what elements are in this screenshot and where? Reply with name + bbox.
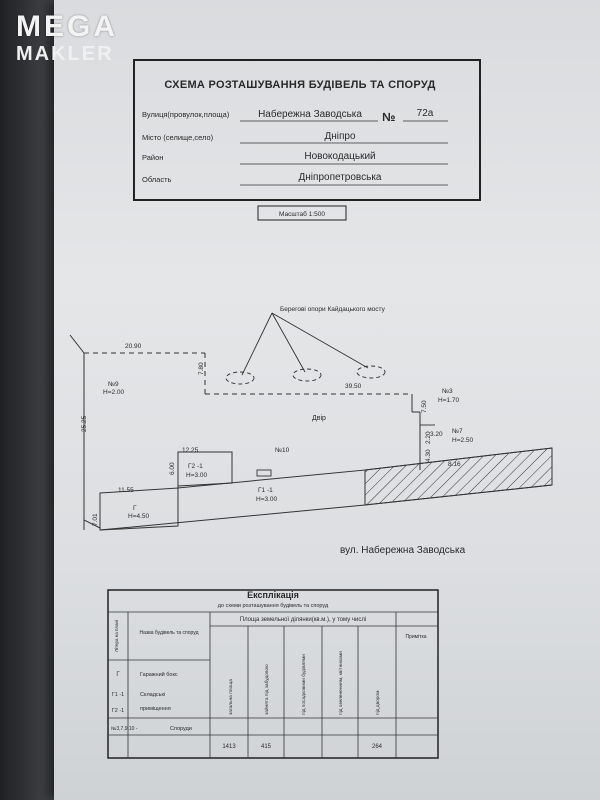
document-title: СХЕМА РОЗТАШУВАННЯ БУДІВЕЛЬ ТА СПОРУД bbox=[164, 79, 436, 91]
label-h450: H=4.50 bbox=[128, 513, 150, 520]
dim-3950: 39.50 bbox=[345, 383, 362, 390]
col-name-header: Назва будівель та споруд bbox=[139, 630, 199, 636]
city-value: Дніпро bbox=[324, 131, 356, 142]
hatched-area bbox=[365, 448, 552, 505]
col-garden-header: під посадковими будівлями bbox=[302, 654, 307, 715]
label-g1-1: Г1 -1 bbox=[258, 487, 273, 494]
row-name: приміщення bbox=[140, 706, 171, 712]
dim-780: 7.80 bbox=[198, 362, 205, 375]
row-letter: Г bbox=[116, 672, 120, 678]
watermark-line1: MEGA bbox=[16, 10, 118, 43]
label-h250: H=2.50 bbox=[452, 437, 474, 444]
row-letter: Г2 -1 bbox=[111, 708, 125, 714]
label-n7: №7 bbox=[452, 428, 463, 435]
built-area: 415 bbox=[260, 744, 272, 750]
col-built-header: зайнята під забудовою bbox=[265, 664, 270, 715]
bridge-support-3 bbox=[357, 366, 385, 378]
label-n9: №9 bbox=[108, 381, 119, 388]
col-note-header: Примітка bbox=[405, 634, 427, 640]
watermark-line2: MAKLER bbox=[16, 43, 114, 65]
label-h300b: H=3.00 bbox=[256, 496, 278, 503]
street-name-label: вул. Набережна Заводська bbox=[340, 545, 466, 556]
label-g: Г bbox=[133, 505, 137, 512]
row-letter: Г1 -1 bbox=[111, 692, 125, 698]
total-area: 1413 bbox=[222, 744, 236, 750]
structure-10 bbox=[257, 470, 271, 476]
number-value: 72а bbox=[416, 108, 434, 119]
bridge-support-1 bbox=[226, 372, 254, 384]
city-label: Місто (селище,село) bbox=[142, 133, 214, 142]
label-n10: №10 bbox=[275, 447, 290, 454]
dim-320: 3.20 bbox=[430, 431, 443, 438]
region-label: Область bbox=[142, 175, 172, 184]
col-green-header: під озелененням, квітниками bbox=[339, 651, 344, 715]
bank-supports-note: Берегові опори Кайдацького мосту bbox=[280, 306, 385, 313]
col-area-header: Площа земельної ділянки(кв.м.), у тому числі bbox=[239, 617, 367, 623]
district-value: Новокодацький bbox=[304, 151, 376, 162]
street-value: Набережна Заводська bbox=[258, 109, 362, 120]
dim-2090: 20.90 bbox=[125, 343, 142, 350]
dim-220: 2.20 bbox=[425, 431, 432, 444]
explication-title: Експлікація bbox=[247, 590, 299, 600]
region-value: Дніпропетровська bbox=[298, 172, 382, 183]
dim-600: 6.00 bbox=[169, 462, 176, 475]
dim-816: 8.16 bbox=[448, 461, 461, 468]
row-name: Споруди bbox=[170, 726, 192, 732]
watermark-logo bbox=[16, 12, 118, 64]
scale-label: Масштаб 1:500 bbox=[279, 211, 325, 218]
bridge-support-2 bbox=[293, 369, 321, 381]
dim-430: 4.30 bbox=[425, 449, 432, 462]
label-g2-1: Г2 -1 bbox=[188, 463, 203, 470]
col-yard-header: під двором bbox=[376, 690, 381, 715]
storage-g2 bbox=[178, 452, 232, 486]
label-h170: H=1.70 bbox=[438, 397, 460, 404]
row-letter: №3,7,9,10 - bbox=[111, 726, 138, 732]
dim-2525: 25.25 bbox=[81, 415, 88, 432]
explication-subtitle: до схеми розташування будівель та споруд bbox=[217, 603, 329, 609]
yard-label: Двір bbox=[312, 415, 326, 422]
district-label: Район bbox=[142, 153, 164, 162]
dim-701: 7.01 bbox=[92, 513, 99, 526]
yard-area: 264 bbox=[371, 744, 383, 750]
label-n3: №3 bbox=[442, 388, 453, 395]
row-name: Складські bbox=[140, 692, 166, 698]
label-h200: H=2.00 bbox=[103, 389, 125, 396]
col-letter-header: Літера на плані bbox=[114, 619, 119, 652]
row-name: Гаражний бокс bbox=[140, 672, 178, 678]
col-total-header: загальна площа bbox=[229, 679, 234, 715]
label-h300a: H=3.00 bbox=[186, 472, 208, 479]
dim-1225: 12.25 bbox=[182, 447, 199, 454]
number-label: № bbox=[382, 110, 396, 124]
dim-1155: 11.55 bbox=[118, 487, 134, 494]
dim-750: 7.50 bbox=[421, 400, 428, 413]
street-label: Вулиця(провулок,площа) bbox=[142, 110, 230, 119]
